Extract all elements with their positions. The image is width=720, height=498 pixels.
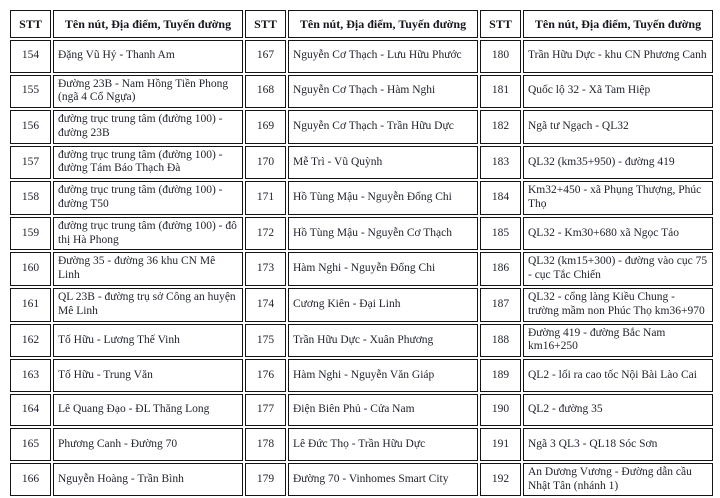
table-row [10, 75, 713, 109]
table-row [10, 324, 713, 358]
route-cell: Cương Kiên - Đại Linh [288, 288, 478, 322]
route-cell: Ngã tư Ngạch - QL32 [523, 110, 713, 144]
route-cell: đường trục trung tâm (đường 100) - đường 23B [53, 110, 243, 144]
route-header: Tên nút, Địa điểm, Tuyến đường [288, 10, 478, 38]
route-cell: Trần Hữu Dực - Xuân Phương [288, 324, 478, 358]
stt-cell: 164 [10, 394, 51, 427]
route-cell: Quốc lộ 32 - Xã Tam Hiệp [523, 75, 713, 109]
stt-cell: 174 [245, 288, 286, 322]
route-cell: QL32 (km15+300) - đường vào cục 75 - cục Tắc Chiến [523, 252, 713, 286]
route-cell: QL2 - đường 35 [523, 394, 713, 427]
route-cell: Km32+450 - xã Phụng Thượng, Phúc Thọ [523, 181, 713, 215]
route-cell: Ngã 3 QL3 - QL18 Sóc Sơn [523, 428, 713, 461]
route-cell: đường trục trung tâm (đường 100) - đường Tám Báo Thạch Đà [53, 146, 243, 180]
route-cell: đường trục trung tâm (đường 100) - đường T50 [53, 181, 243, 215]
stt-cell: 186 [480, 252, 521, 286]
table-row [10, 394, 713, 427]
stt-cell: 183 [480, 146, 521, 180]
table-header-row [10, 10, 713, 38]
stt-cell: 191 [480, 428, 521, 461]
document-page [0, 8, 720, 492]
route-cell: Đường 70 - Vinhomes Smart City [288, 463, 478, 497]
table-row [10, 463, 713, 497]
table-row [10, 110, 713, 144]
stt-cell: 158 [10, 181, 51, 215]
route-cell: Đường 23B - Nam Hồng Tiền Phong (ngã 4 Cổ Ngựa) [53, 75, 243, 109]
route-cell: QL 23B - đường trụ sở Công an huyện Mê Linh [53, 288, 243, 322]
stt-cell: 173 [245, 252, 286, 286]
stt-cell: 185 [480, 217, 521, 251]
stt-cell: 171 [245, 181, 286, 215]
stt-cell: 159 [10, 217, 51, 251]
stt-cell: 170 [245, 146, 286, 180]
route-cell: Đường 35 - đường 36 khu CN Mê Linh [53, 252, 243, 286]
table-row [10, 181, 713, 215]
stt-cell: 178 [245, 428, 286, 461]
stt-cell: 172 [245, 217, 286, 251]
stt-cell: 190 [480, 394, 521, 427]
stt-cell: 187 [480, 288, 521, 322]
route-cell: Nguyễn Cơ Thạch - Hàm Nghi [288, 75, 478, 109]
route-cell: QL32 - Km30+680 xã Ngọc Tảo [523, 217, 713, 251]
stt-cell: 180 [480, 40, 521, 73]
route-cell: Đặng Vũ Hỷ - Thanh Am [53, 40, 243, 73]
stt-cell: 168 [245, 75, 286, 109]
table-row [10, 288, 713, 322]
route-cell: Lê Đức Thọ - Trần Hữu Dực [288, 428, 478, 461]
stt-cell: 161 [10, 288, 51, 322]
stt-header: STT [10, 10, 51, 38]
stt-cell: 184 [480, 181, 521, 215]
route-cell: QL32 - cổng làng Kiều Chung - trường mầm non Phúc Thọ km36+970 [523, 288, 713, 322]
route-cell: Hàm Nghi - Nguyễn Đổng Chi [288, 252, 478, 286]
route-cell: Lê Quang Đạo - ĐL Thăng Long [53, 394, 243, 427]
stt-cell: 167 [245, 40, 286, 73]
table-row [10, 359, 713, 392]
route-cell: Đường 419 - đường Bắc Nam km16+250 [523, 324, 713, 358]
route-cell: Hàm Nghi - Nguyễn Văn Giáp [288, 359, 478, 392]
stt-cell: 163 [10, 359, 51, 392]
stt-cell: 169 [245, 110, 286, 144]
table-row [10, 252, 713, 286]
route-cell: QL32 (km35+950) - đường 419 [523, 146, 713, 180]
stt-cell: 154 [10, 40, 51, 73]
route-header: Tên nút, Địa điểm, Tuyến đường [53, 10, 243, 38]
stt-cell: 155 [10, 75, 51, 109]
route-cell: Hồ Tùng Mậu - Nguyễn Cơ Thạch [288, 217, 478, 251]
table-row [10, 40, 713, 73]
stt-cell: 182 [480, 110, 521, 144]
stt-header: STT [480, 10, 521, 38]
stt-cell: 156 [10, 110, 51, 144]
traffic-node-table [8, 8, 715, 498]
table-row [10, 217, 713, 251]
stt-cell: 189 [480, 359, 521, 392]
stt-cell: 188 [480, 324, 521, 358]
route-cell: Điện Biên Phủ - Cửa Nam [288, 394, 478, 427]
table-row [10, 146, 713, 180]
route-cell: Tố Hữu - Lương Thế Vinh [53, 324, 243, 358]
route-cell: An Dương Vương - Đường dẫn cầu Nhật Tân (nhánh 1) [523, 463, 713, 497]
route-cell: QL2 - lối ra cao tốc Nội Bài Lào Cai [523, 359, 713, 392]
stt-cell: 162 [10, 324, 51, 358]
stt-cell: 166 [10, 463, 51, 497]
stt-cell: 179 [245, 463, 286, 497]
route-cell: Mễ Trì - Vũ Quỳnh [288, 146, 478, 180]
route-cell: Nguyễn Hoàng - Trần Bình [53, 463, 243, 497]
stt-cell: 192 [480, 463, 521, 497]
table-row [10, 428, 713, 461]
route-cell: Phương Canh - Đường 70 [53, 428, 243, 461]
stt-cell: 160 [10, 252, 51, 286]
route-cell: đường trục trung tâm (đường 100) - đô thị Hà Phong [53, 217, 243, 251]
stt-cell: 181 [480, 75, 521, 109]
route-cell: Hồ Tùng Mậu - Nguyễn Đổng Chi [288, 181, 478, 215]
stt-header: STT [245, 10, 286, 38]
route-cell: Tố Hữu - Trung Văn [53, 359, 243, 392]
route-cell: Nguyễn Cơ Thạch - Lưu Hữu Phước [288, 40, 478, 73]
stt-cell: 157 [10, 146, 51, 180]
stt-cell: 177 [245, 394, 286, 427]
route-cell: Trần Hữu Dực - khu CN Phương Canh [523, 40, 713, 73]
stt-cell: 176 [245, 359, 286, 392]
route-cell: Nguyễn Cơ Thạch - Trần Hữu Dực [288, 110, 478, 144]
stt-cell: 175 [245, 324, 286, 358]
stt-cell: 165 [10, 428, 51, 461]
route-header: Tên nút, Địa điểm, Tuyến đường [523, 10, 713, 38]
